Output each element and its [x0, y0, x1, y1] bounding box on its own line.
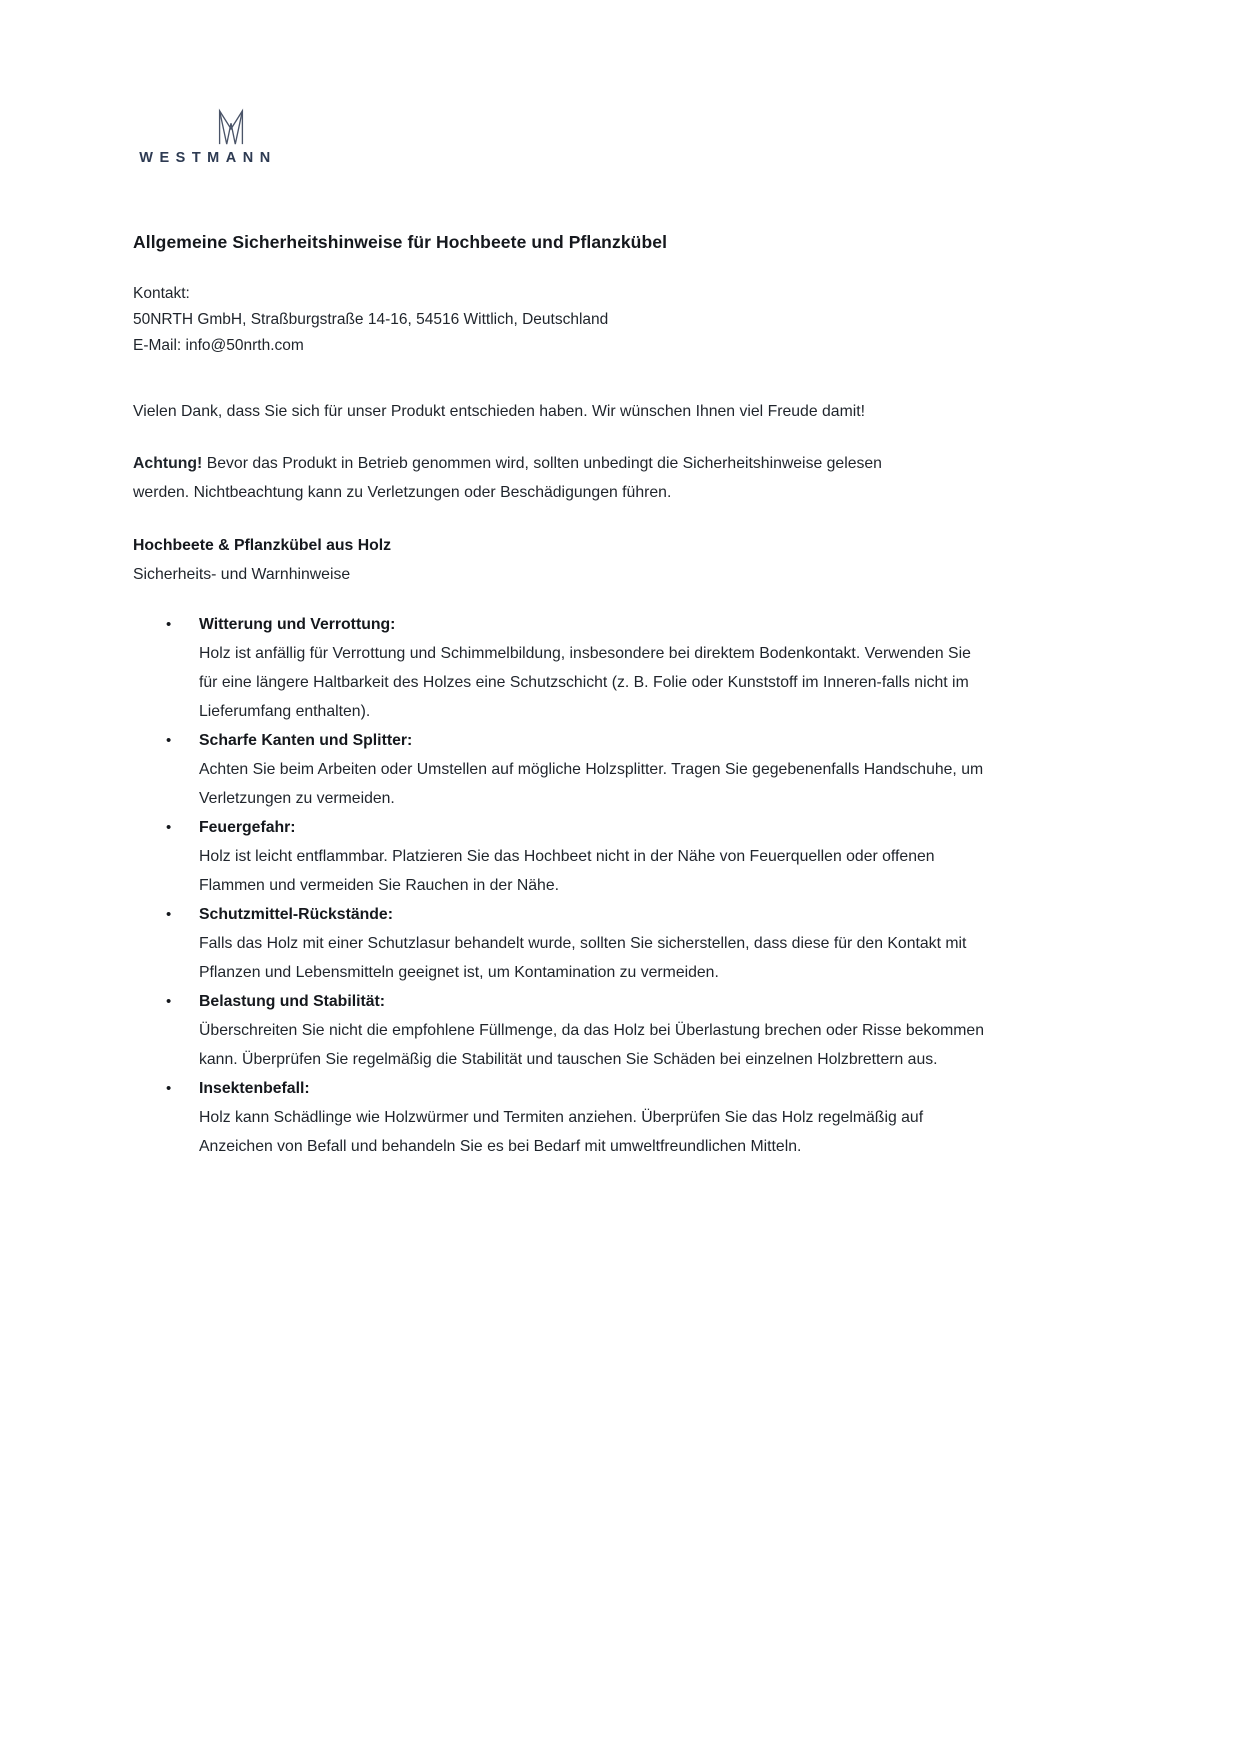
contact-label: Kontakt: [133, 285, 190, 302]
safety-item-witterung [133, 610, 985, 726]
bullet-text: Holz ist leicht entflammbar. Platzieren Sie das Hochbeet nicht in der Nähe von Feuerquellen oder offenen Flammen und vermeiden Sie Rauchen in der Nähe. [199, 848, 935, 894]
safety-list [133, 610, 985, 1161]
contact-address: 50NRTH GmbH, Straßburgstraße 14-16, 54516 Wittlich, Deutschland [133, 311, 609, 328]
bullet-marker: • [166, 1080, 172, 1097]
bullet-text: Achten Sie beim Arbeiten oder Umstellen auf mögliche Holzsplitter. Tragen Sie gegebenenfalls Handschuhe, um Verletzungen zu vermeiden. [199, 761, 984, 807]
intro-paragraph: Vielen Dank, dass Sie sich für unser Produkt entschieden haben. Wir wünschen Ihnen viel Freude damit! [133, 403, 866, 420]
contact-email: E-Mail: info@50nrth.com [133, 337, 304, 354]
bullet-text: Überschreiten Sie nicht die empfohlene Füllmenge, da das Holz bei Überlastung brechen oder Risse bekommen kann. Überprüfen Sie regelmäßig die Stabilität und tauschen Sie Schäden bei einzelnen Holzbrettern aus. [199, 1022, 985, 1068]
bullet-marker: • [166, 993, 172, 1010]
safety-item-belastung [133, 987, 985, 1074]
bullet-marker: • [166, 616, 172, 633]
warning-paragraph [133, 449, 893, 507]
contact-block [133, 281, 985, 359]
bullet-title: Scharfe Kanten und Splitter: [199, 732, 413, 749]
section-heading: Hochbeete & Pflanzkübel aus Holz [133, 537, 392, 554]
bullet-marker: • [166, 819, 172, 836]
safety-item-schutzmittel [133, 900, 985, 987]
section-subheading: Sicherheits- und Warnhinweise [133, 566, 351, 583]
bullet-text: Falls das Holz mit einer Schutzlasur behandelt wurde, sollten Sie sicherstellen, dass diese für den Kontakt mit Pflanzen und Lebensmitteln geeignet ist, um Kontamination zu vermeiden. [199, 935, 967, 981]
bullet-title: Witterung und Verrottung: [199, 616, 396, 633]
warning-text: Bevor das Produkt in Betrieb genommen wird, sollten unbedingt die Sicherheitshinweise gelesen werden. Nichtbeachtung kann zu Verletzungen oder Beschädigungen führen. [133, 455, 882, 501]
document-content [133, 0, 985, 1161]
warning-label: Achtung! [133, 455, 203, 472]
page-title: Allgemeine Sicherheitshinweise für Hochbeete und Pflanzkübel [133, 232, 668, 252]
bullet-title: Feuergefahr: [199, 819, 296, 836]
bullet-title: Belastung und Stabilität: [199, 993, 386, 1010]
westmann-wordmark: WESTMANN [139, 150, 277, 166]
bullet-title: Insektenbefall: [199, 1080, 310, 1097]
bullet-text: Holz ist anfällig für Verrottung und Schimmelbildung, insbesondere bei direktem Bodenkontakt. Verwenden Sie für eine längere Haltbarkeit des Holzes eine Schutzschicht (z. B. Folie oder Kunststoff im Inneren-falls nicht im Lieferumfang enthalten). [199, 645, 971, 720]
safety-item-insekten [133, 1074, 985, 1161]
bullet-marker: • [166, 732, 172, 749]
bullet-marker: • [166, 906, 172, 923]
safety-item-feuergefahr [133, 813, 985, 900]
bullet-title: Schutzmittel-Rückstände: [199, 906, 393, 923]
westmann-logo [133, 108, 283, 166]
westmann-monogram-icon [216, 108, 246, 146]
safety-item-kanten [133, 726, 985, 813]
bullet-text: Holz kann Schädlinge wie Holzwürmer und Termiten anziehen. Überprüfen Sie das Holz regelmäßig auf Anzeichen von Befall und behandeln Sie es bei Bedarf mit umweltfreundlichen Mitteln. [199, 1109, 924, 1155]
